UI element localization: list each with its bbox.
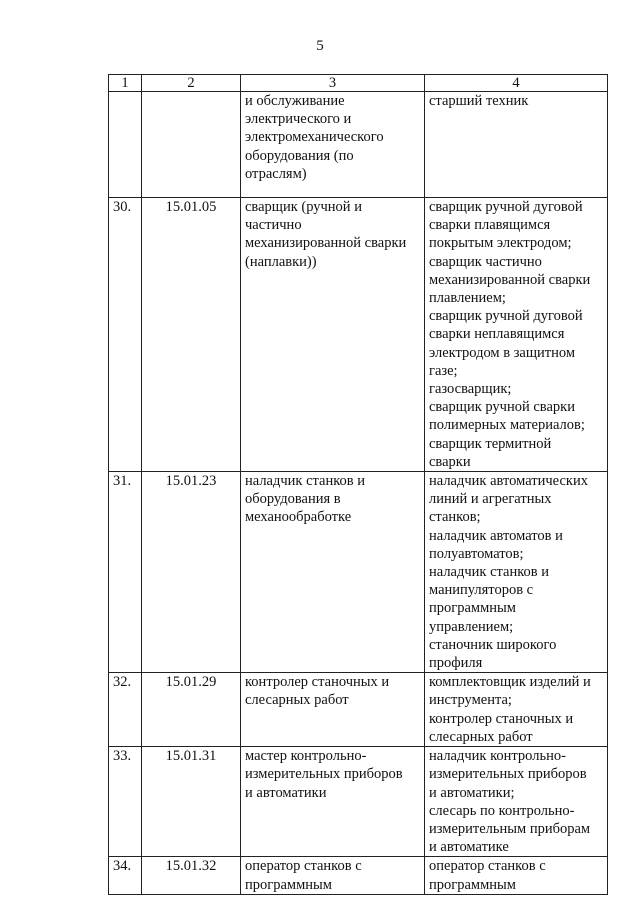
profession-name: наладчик станков и оборудования в механообработке	[241, 472, 425, 673]
profession-name: сварщик (ручной и частично механизированной сварки (наплавки))	[241, 198, 425, 472]
profession-code: 15.01.23	[142, 472, 241, 673]
header-cell: 4	[425, 75, 608, 92]
qualifications: наладчик контрольно- измерительных приборов и автоматики; слесарь по контрольно- измерительным приборам и автоматике	[425, 747, 608, 857]
professions-table	[108, 74, 608, 895]
table-row	[109, 673, 608, 747]
row-number: 30.	[109, 198, 142, 472]
qualifications: старший техник	[425, 92, 608, 198]
page-number: 5	[316, 38, 324, 54]
table-row	[109, 472, 608, 673]
qualifications: сварщик ручной дуговой сварки плавящимся покрытым электродом; сварщик частично механизированной сварки плавлением; сварщик ручной дуговой сварки неплавящимся электродом в защитном газе; газосварщик; сварщик ручной сварки полимерных материалов; сварщик термитной сварки	[425, 198, 608, 472]
profession-name: оператор станков с программным	[241, 857, 425, 895]
profession-code	[142, 92, 241, 198]
profession-code: 15.01.32	[142, 857, 241, 895]
table-row	[109, 857, 608, 895]
row-number: 33.	[109, 747, 142, 857]
header-cell: 2	[142, 75, 241, 92]
header-cell: 3	[241, 75, 425, 92]
header-cell: 1	[109, 75, 142, 92]
qualifications: комплектовщик изделий и инструмента; контролер станочных и слесарных работ	[425, 673, 608, 747]
table-row	[109, 92, 608, 198]
row-number: 31.	[109, 472, 142, 673]
qualifications: оператор станков с программным	[425, 857, 608, 895]
profession-code: 15.01.31	[142, 747, 241, 857]
row-number	[109, 92, 142, 198]
qualifications: наладчик автоматических линий и агрегатных станков; наладчик автоматов и полуавтоматов; наладчик станков и манипуляторов с программным управлением; станочник широкого профиля	[425, 472, 608, 673]
profession-code: 15.01.29	[142, 673, 241, 747]
table-row	[109, 747, 608, 857]
profession-name: контролер станочных и слесарных работ	[241, 673, 425, 747]
profession-code: 15.01.05	[142, 198, 241, 472]
table-row	[109, 198, 608, 472]
row-number: 34.	[109, 857, 142, 895]
profession-name: мастер контрольно- измерительных приборов и автоматики	[241, 747, 425, 857]
table-header-row	[109, 75, 608, 92]
profession-name: и обслуживание электрического и электромеханического оборудования (по отраслям)	[241, 92, 425, 198]
row-number: 32.	[109, 673, 142, 747]
